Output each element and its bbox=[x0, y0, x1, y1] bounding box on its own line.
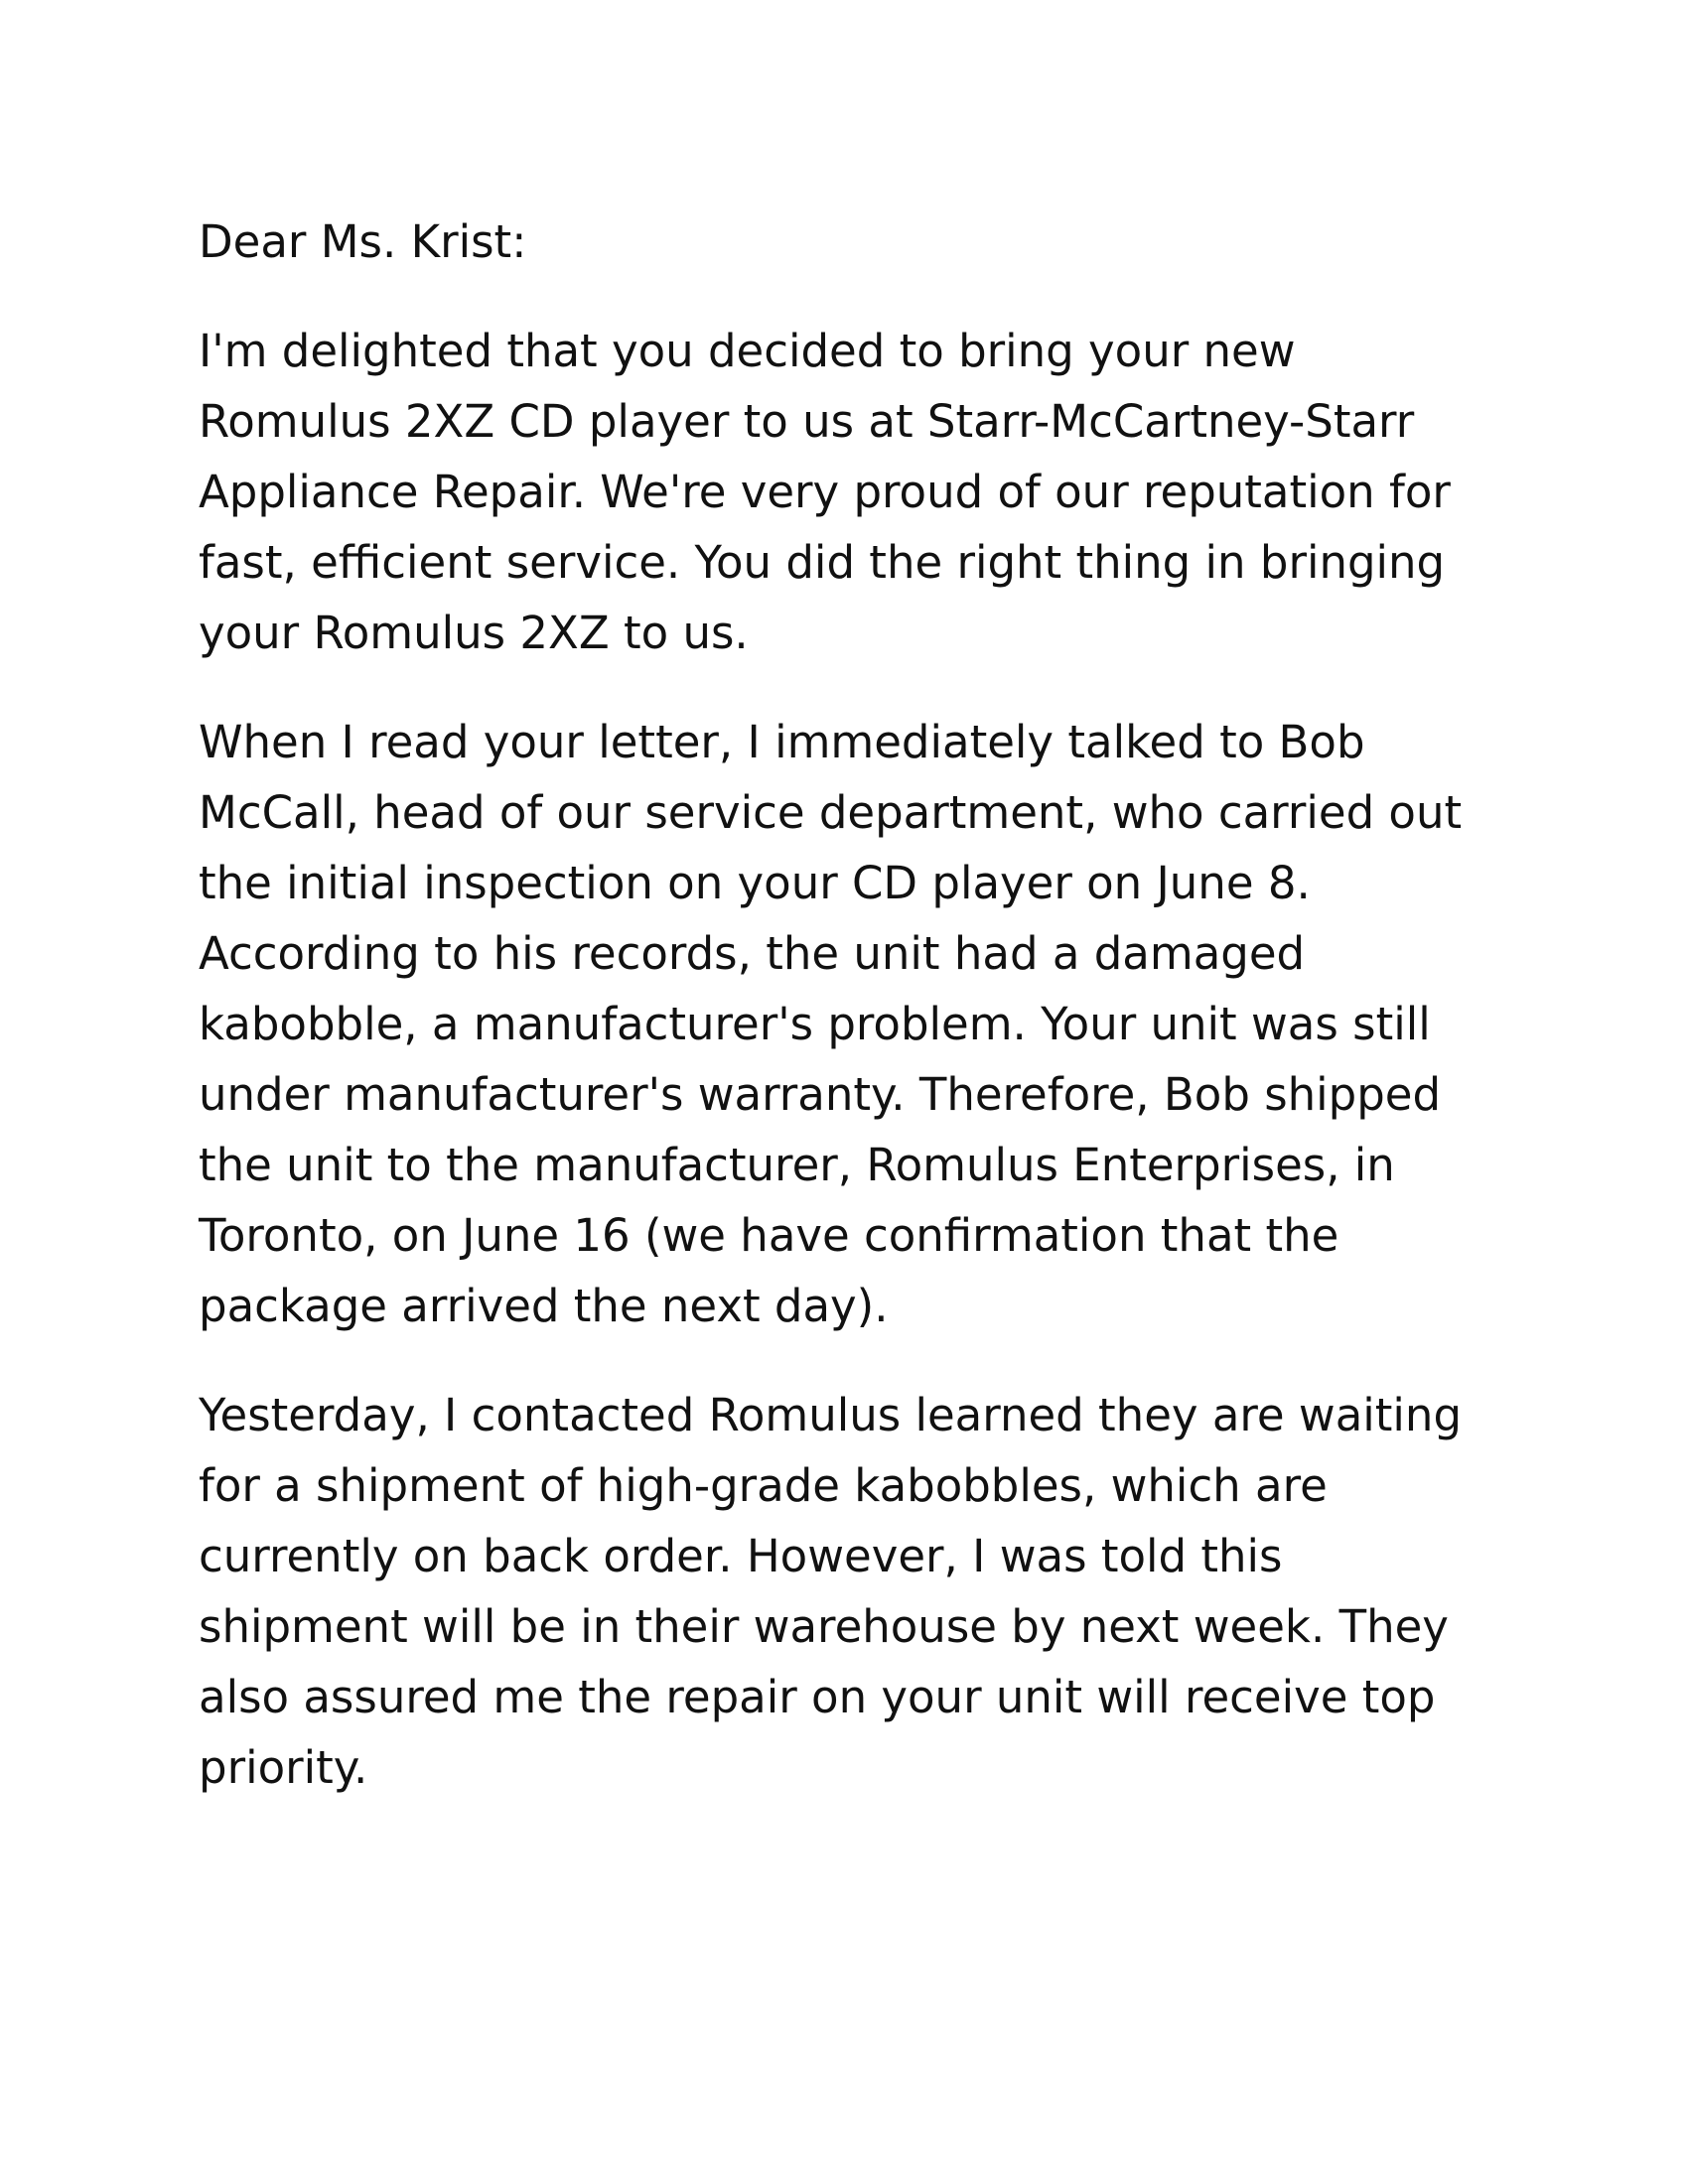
text-line: also assured me the repair on your unit will receive top bbox=[199, 1671, 1436, 1723]
text-line: priority. bbox=[199, 1741, 368, 1794]
text-line: fast, efficient service. You did the right thing in bringing bbox=[199, 536, 1446, 589]
text-line: Romulus 2XZ CD player to us at Starr-McCartney-Starr bbox=[199, 395, 1415, 448]
text-line: I'm delighted that you decided to bring your new bbox=[199, 325, 1296, 377]
letter-body bbox=[199, 206, 1489, 1842]
text-line: the unit to the manufacturer, Romulus Enterprises, in bbox=[199, 1139, 1395, 1191]
salutation bbox=[199, 206, 1489, 277]
text-line: McCall, head of our service department, who carried out bbox=[199, 786, 1463, 839]
text-line: shipment will be in their warehouse by next week. They bbox=[199, 1600, 1449, 1653]
paragraph-2 bbox=[199, 707, 1489, 1341]
text-line: your Romulus 2XZ to us. bbox=[199, 607, 749, 659]
text-line: According to his records, the unit had a damaged bbox=[199, 927, 1306, 980]
text-line: the initial inspection on your CD player on June 8. bbox=[199, 857, 1311, 909]
salutation-line: Dear Ms. Krist: bbox=[199, 215, 527, 268]
text-line: under manufacturer's warranty. Therefore, Bob shipped bbox=[199, 1068, 1442, 1121]
text-line: kabobble, a manufacturer's problem. Your unit was still bbox=[199, 998, 1431, 1050]
text-line: Yesterday, I contacted Romulus learned they are waiting bbox=[199, 1389, 1463, 1441]
text-line: package arrived the next day). bbox=[199, 1280, 889, 1332]
text-line: currently on back order. However, I was told this bbox=[199, 1530, 1283, 1582]
paragraph-1 bbox=[199, 316, 1489, 668]
text-line: for a shipment of high-grade kabobbles, which are bbox=[199, 1459, 1328, 1512]
paragraph-3 bbox=[199, 1380, 1489, 1803]
text-line: Toronto, on June 16 (we have confirmation that the bbox=[199, 1209, 1339, 1262]
text-line: Appliance Repair. We're very proud of our reputation for bbox=[199, 466, 1451, 518]
text-line: When I read your letter, I immediately talked to Bob bbox=[199, 716, 1365, 768]
